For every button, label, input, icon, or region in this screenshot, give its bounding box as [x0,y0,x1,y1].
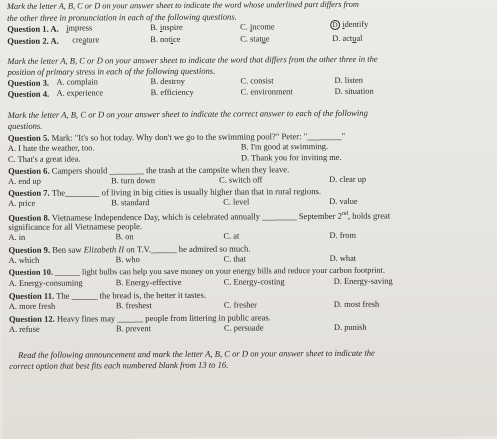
question-7: Question 7. The________ of living in big cities is usually higher than that in rural regions. [8,186,322,198]
section3-instruction-line2: questions. [7,120,43,131]
q5-option-d: D. Thank you for inviting me. [240,152,342,163]
q5-option-a: A. I hate the weather, too. [7,143,95,153]
q8-option-d: D. from [329,230,356,240]
q9-option-d: D. what [329,253,357,263]
q5-stem: Mark: "It's so hot today. Why don't we go to the swimming pool?" Peter: " [51,131,308,143]
q2-option-b: B. notice [150,34,181,45]
question-10: Question 10. ______ light bulbs can help you save money on your energy bills and reduce your carbon footprint. [8,265,386,277]
q7-blank: ________ [65,187,100,198]
circled-answer-mark: D [330,20,340,30]
q6-blank: ________ [109,165,144,176]
q12-option-b: B. prevent [115,324,151,334]
q3-option-a: A. complain [56,77,98,87]
q4-option-d: D. situation [334,86,374,96]
section3-instruction-line1: Mark the letter A, B, C or D on your answer sheet to indicate the correct answer to each of the following [7,107,368,120]
q2-option-a: creature [72,35,100,45]
q10-option-d: D. Energy-saving [333,276,393,286]
question-6: Question 6. Campers should ________ the trash at the campsite when they leave. [8,164,290,176]
question-5: Question 5. Mark: "It's so hot today. Why don't we go to the swimming pool?" Peter: "________" [7,130,346,143]
q9-option-c: C. that [223,254,246,264]
q6-option-a: A. end up [8,176,41,186]
q8-option-a: A. in [8,232,26,242]
question-3: Question 3. [7,77,50,88]
section2-instruction-line1: Mark the letter A, B, C or D on your answer sheet to indicate the word that differs from the other three in the [7,53,378,66]
section1-instruction-line1: Mark the letter A, B, C or D on your answer sheet to indicate the word whose underlined part differs from [7,0,359,11]
q10-option-b: B. Energy-effective [115,277,182,288]
q12-option-c: C. persuade [223,323,264,333]
section1-instruction-line2: the other three in pronunciation in each of the following questions. [7,11,237,23]
q12-blank: ______ [117,313,144,324]
q5-option-c: C. That's a great idea. [7,154,81,164]
q5-option-b: B. I'm good at swimming. [240,141,329,152]
q4-option-a: A. experience [56,88,104,98]
q12-option-a: A. refuse [8,324,40,334]
q8-blank: ________ [262,211,297,222]
q2-label: Question 2. A. [7,35,59,46]
q4-option-b: B. efficiency [150,87,194,98]
q10-option-c: C. Energy-costing [223,277,285,287]
section2-instruction-line2: position of primary stress in each of the following questions. [7,65,216,77]
q8-option-b: B. on [115,232,134,242]
q11-option-b: B. freshest [115,301,152,311]
q8-option-c: C. at [223,231,240,241]
q7-option-c: C. level [223,197,250,207]
q3-option-b: B. destroy [150,76,185,87]
question-4: Question 4. [7,88,50,99]
q1-option-d: D identify [330,20,368,30]
q7-option-b: B. standard [111,198,150,208]
q1-option-c: C. income [240,22,275,32]
question-1 [7,24,59,34]
section4-instruction-line2: correct option that best fits each numbered blank from 13 to 16. [9,359,229,371]
question-11: Question 11. The ______ the bread is, the better it tastes. [8,289,207,301]
q12-option-d: D. punish [333,322,367,332]
q7-option-d: D. value [329,196,358,206]
q1-label: Question 1. A. [7,23,59,34]
q9-option-a: A. which [8,255,40,265]
q2-option-d: D. actual [332,33,363,43]
q6-option-b: B. turn down [111,176,156,186]
q11-blank: ______ [71,290,98,301]
q3-option-c: C. consist [240,76,274,86]
q11-option-d: D. most fresh [333,299,380,309]
q8-stem-line2: significance for all Vietnamese people. [8,221,143,232]
q11-option-c: C. fresher [223,300,257,310]
q9-option-b: B. who [115,255,140,265]
q1-option-a: impress [66,23,93,33]
q6-option-d: D. clear up [329,174,367,184]
q10-option-a: A. Energy-consuming [8,278,83,288]
q5-blank: ________ [307,130,342,142]
question-9: Question 9. Ben saw Elizabeth II on T.V.______ he admired so much. [8,243,251,255]
q6-option-c: C. switch off [219,175,263,185]
q4-option-c: C. environment [240,87,293,97]
section4-instruction-line1: Read the following announcement and mark the letter A, B, C or D on your answer sheet to indicate the [18,347,375,360]
q10-blank: ______ [54,267,80,277]
question-2 [7,36,59,46]
q1-option-b: B. inspire [150,22,183,33]
q7-option-a: A. price [8,198,36,208]
q11-option-a: A. more fresh [8,301,56,311]
q3-option-d: D. listen [334,75,363,85]
q9-blank: ______ [150,243,177,255]
question-12: Question 12. Heavy fines may ______ people from littering in public areas. [8,312,271,324]
q2-option-c: C. statue [240,34,270,44]
question-8: Question 8. Vietnamese Independence Day, which is celebrated annually ________ September 2nd, holds great [8,210,391,223]
